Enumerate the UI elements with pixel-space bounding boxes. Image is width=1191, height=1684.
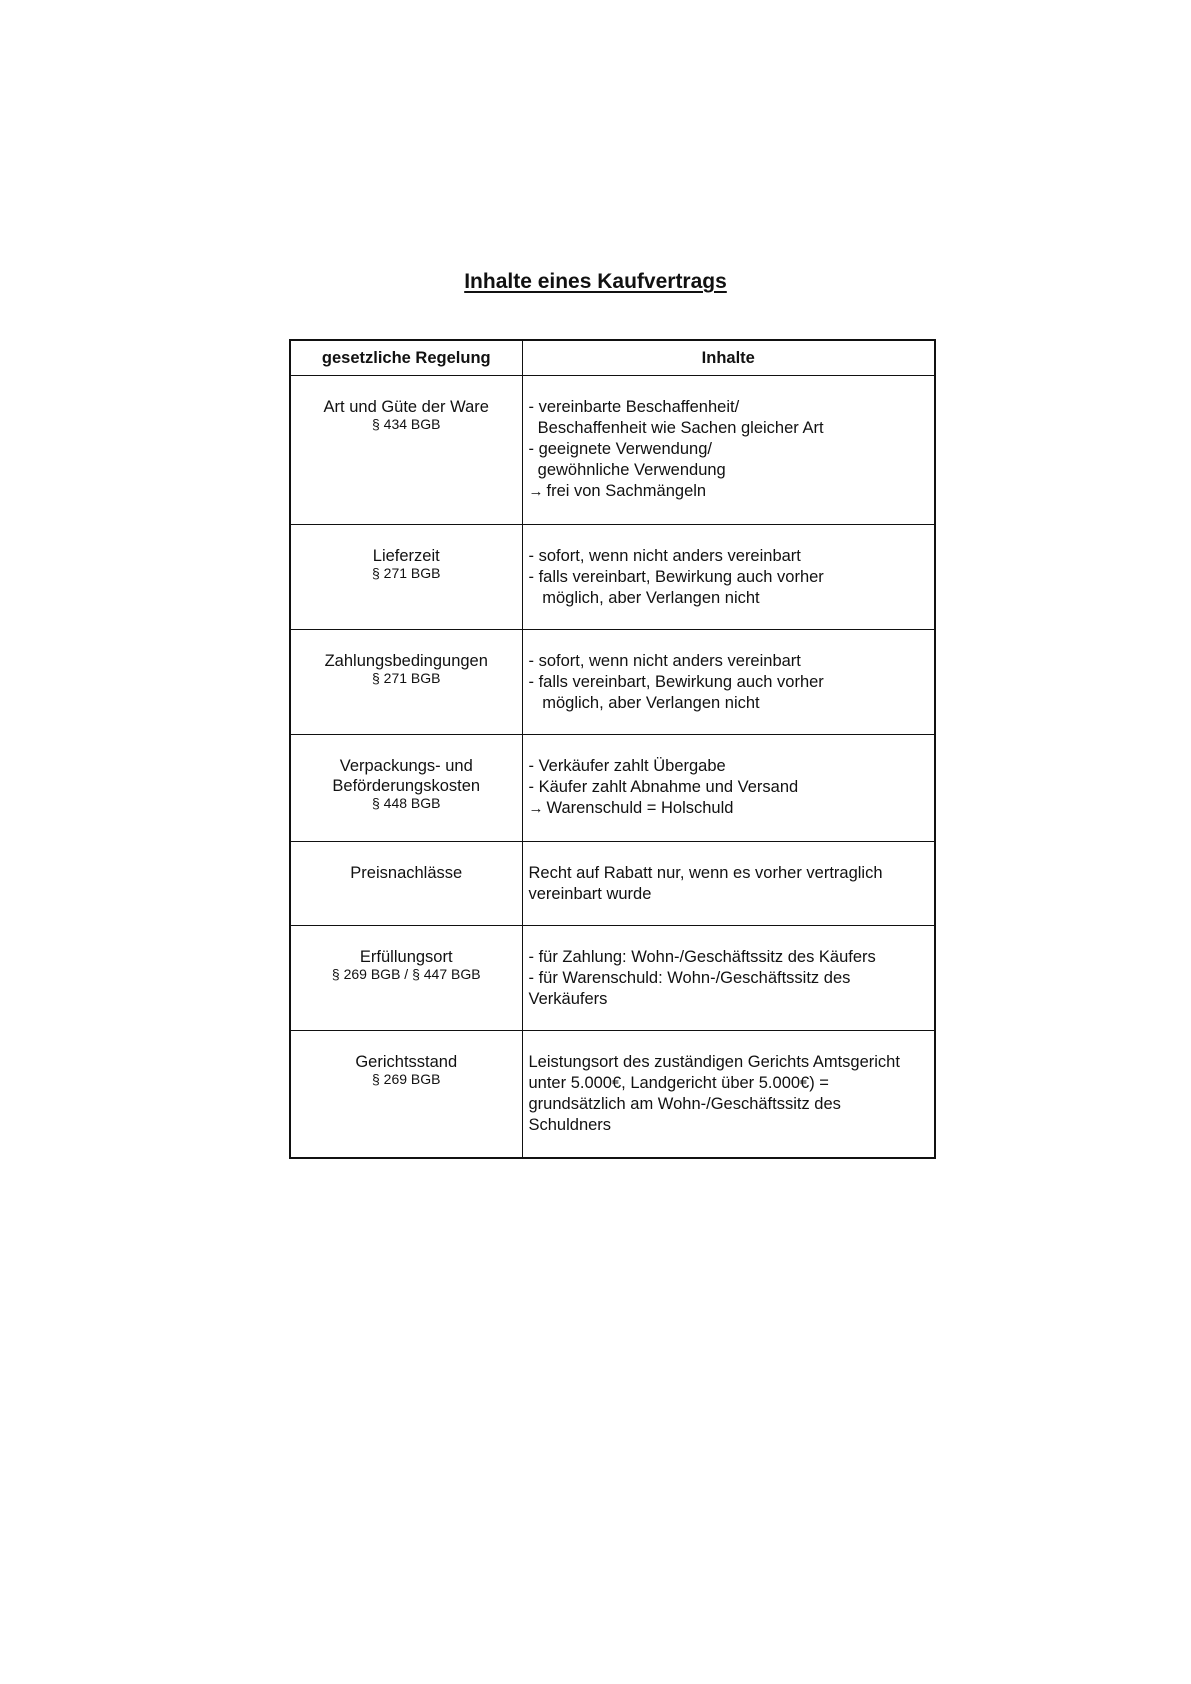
- content-line: - sofort, wenn nicht anders vereinbart: [528, 652, 801, 670]
- table-row: [290, 525, 935, 630]
- rule-name: Verpackungs- und: [339, 757, 473, 775]
- rule-name: Beförderungskosten: [332, 777, 481, 795]
- content-line: Verkäufers: [528, 990, 608, 1008]
- content-line: - geeignete Verwendung/: [528, 440, 712, 458]
- content-paragraph: Recht auf Rabatt nur, wenn es vorher vertraglich vereinbart wurde: [528, 864, 883, 903]
- rule-cell: [290, 630, 522, 735]
- rule-name: Lieferzeit: [372, 547, 440, 565]
- rule-reference: § 271 BGB: [372, 565, 441, 581]
- content-cell: [522, 842, 935, 926]
- rule-cell: [290, 525, 522, 630]
- content-cell: [522, 525, 935, 630]
- table-row: [290, 842, 935, 926]
- rule-name: Art und Güte der Ware: [323, 398, 489, 416]
- rule-name: Preisnachlässe: [350, 864, 463, 882]
- content-line: - Käufer zahlt Abnahme und Versand: [528, 778, 799, 796]
- table-row: [290, 630, 935, 735]
- content-line: möglich, aber Verlangen nicht: [528, 694, 760, 712]
- table-row: [290, 376, 935, 525]
- content-line: - Verkäufer zahlt Übergabe: [528, 757, 726, 775]
- rule-reference: § 269 BGB: [372, 1071, 441, 1087]
- content-cell: [522, 630, 935, 735]
- rule-cell: [290, 1031, 522, 1158]
- arrow-right-icon: →: [528, 483, 544, 500]
- content-cell: [522, 926, 935, 1031]
- rule-reference: § 269 BGB / § 447 BGB: [331, 966, 481, 982]
- rule-cell: [290, 735, 522, 842]
- contract-contents-table: [289, 339, 936, 1159]
- content-line: [529, 798, 927, 819]
- content-cell: [522, 735, 935, 842]
- table-row: [290, 735, 935, 842]
- content-cell: [522, 376, 935, 525]
- rule-cell: [290, 842, 522, 926]
- rule-name: Zahlungsbedingungen: [324, 652, 488, 670]
- content-line: - sofort, wenn nicht anders vereinbart: [528, 547, 801, 565]
- arrow-line-text: Warenschuld = Holschuld: [546, 799, 734, 817]
- content-line: möglich, aber Verlangen nicht: [528, 589, 760, 607]
- page-title: Inhalte eines Kaufvertrags: [464, 270, 727, 293]
- rule-name: Erfüllungsort: [359, 948, 453, 966]
- rule-reference: § 271 BGB: [372, 670, 441, 686]
- content-line: gewöhnliche Verwendung: [528, 461, 726, 479]
- content-line: - für Warenschuld: Wohn-/Geschäftssitz des: [528, 969, 851, 987]
- arrow-right-icon: →: [528, 800, 544, 817]
- rule-reference: § 434 BGB: [372, 416, 441, 432]
- arrow-line-text: frei von Sachmängeln: [546, 482, 707, 500]
- table-row: [290, 1031, 935, 1158]
- header-contents: Inhalte: [522, 340, 935, 376]
- content-line: - vereinbarte Beschaffenheit/: [528, 398, 740, 416]
- content-cell: [522, 1031, 935, 1158]
- rule-name: Gerichtsstand: [355, 1053, 458, 1071]
- content-line: - falls vereinbart, Bewirkung auch vorher: [528, 673, 824, 691]
- table-row: [290, 926, 935, 1031]
- rule-reference: § 448 BGB: [372, 795, 441, 811]
- content-line: [529, 481, 927, 502]
- content-line: Beschaffenheit wie Sachen gleicher Art: [528, 419, 824, 437]
- content-line: - für Zahlung: Wohn-/Geschäftssitz des Käufers: [528, 948, 876, 966]
- header-legal-rule: gesetzliche Regelung: [290, 340, 522, 376]
- rule-cell: [290, 376, 522, 525]
- table-header-row: [290, 340, 935, 376]
- content-line: - falls vereinbart, Bewirkung auch vorher: [528, 568, 824, 586]
- content-paragraph: Leistungsort des zuständigen Gerichts Amtsgericht unter 5.000€, Landgericht über 5.000€) = grundsätzlich am Wohn-/Geschäftssitz des Schuldners: [528, 1053, 900, 1134]
- rule-cell: [290, 926, 522, 1031]
